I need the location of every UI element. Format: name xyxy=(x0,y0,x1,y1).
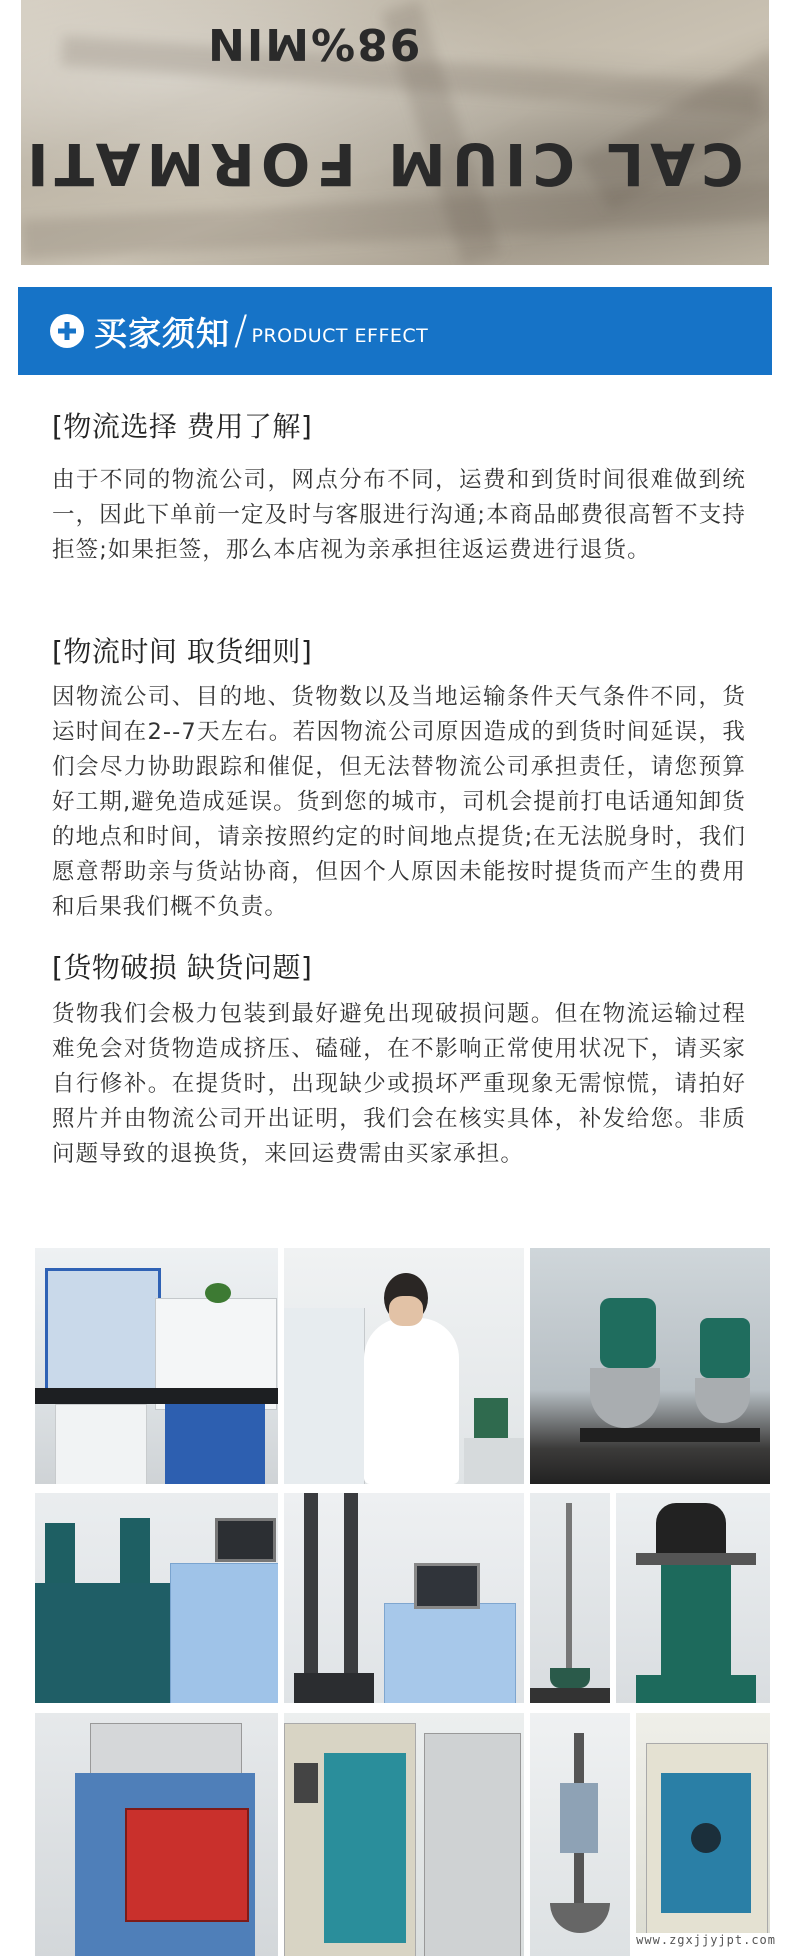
bag-print-product-name: CAL CIUM FORMATI xyxy=(21,130,744,198)
plus-circle-icon xyxy=(50,314,84,348)
lab-photo-compression-testers xyxy=(35,1493,278,1703)
lab-photo-muffle-furnace xyxy=(35,1713,278,1956)
buyer-notice-banner xyxy=(18,287,772,375)
lab-photo-drying-oven xyxy=(636,1713,770,1933)
lab-photo-technician xyxy=(284,1248,524,1484)
lab-photo-density-tester xyxy=(530,1713,630,1956)
lab-photo-flow-table xyxy=(616,1493,770,1703)
section-body: 货物我们会极力包装到最好避免出现破损问题。但在物流运输过程难免会对货物造成挤压、磕碰，在不影响正常使用状况下，请买家自行修补。在提货时，出现缺少或损坏严重现象无需惊慌，请拍好照片并由物流公司开出证明，我们会在核实具体，补发给您。非质问题导致的退换货，来回运费需由买家承担。 xyxy=(52,1001,746,1167)
section-heading: [物流选择 费用了解] xyxy=(52,410,313,443)
lab-photo-mortar-mixers xyxy=(530,1248,770,1484)
lab-photo-curing-cabinet xyxy=(284,1713,524,1956)
section-heading: [货物破损 缺货问题] xyxy=(52,951,313,984)
banner-title: 买家须知 xyxy=(94,313,230,353)
site-watermark: www.zgxjjyjpt.com xyxy=(636,1933,776,1947)
lab-photo-fume-hood xyxy=(35,1248,278,1484)
section-heading: [物流时间 取货细则] xyxy=(52,635,313,668)
section-body: 由于不同的物流公司，网点分布不同，运费和到货时间很难做到统一，因此下单前一定及时与客服进行沟通;本商品邮费很高暂不支持拒签;如果拒签，那么本店视为亲承担往返运费进行退货。 xyxy=(52,467,746,563)
product-bag-photo xyxy=(21,0,769,265)
banner-subtitle: PRODUCT EFFECT xyxy=(251,325,429,347)
bag-print-purity: 98%MIN xyxy=(206,18,421,69)
banner-slash: / xyxy=(234,308,248,354)
lab-photo-tensile-tester xyxy=(284,1493,524,1703)
section-body: 因物流公司、目的地、货物数以及当地运输条件天气条件不同，货运时间在2--7天左右。若因物流公司原因造成的到货时间延误，我们会尽力协助跟踪和催促，但无法替物流公司承担责任，请您预算好工期,避免造成延误。货到您的城市，司机会提前打电话通知卸货的地点和时间，请亲按照约定的时间地点提货;在无法脱身时，我们愿意帮助亲与货站协商，但因个人原因未能按时提货而产生的费用和后果我们概不负责。 xyxy=(52,684,746,920)
lab-photo-vicat-apparatus xyxy=(530,1493,610,1703)
